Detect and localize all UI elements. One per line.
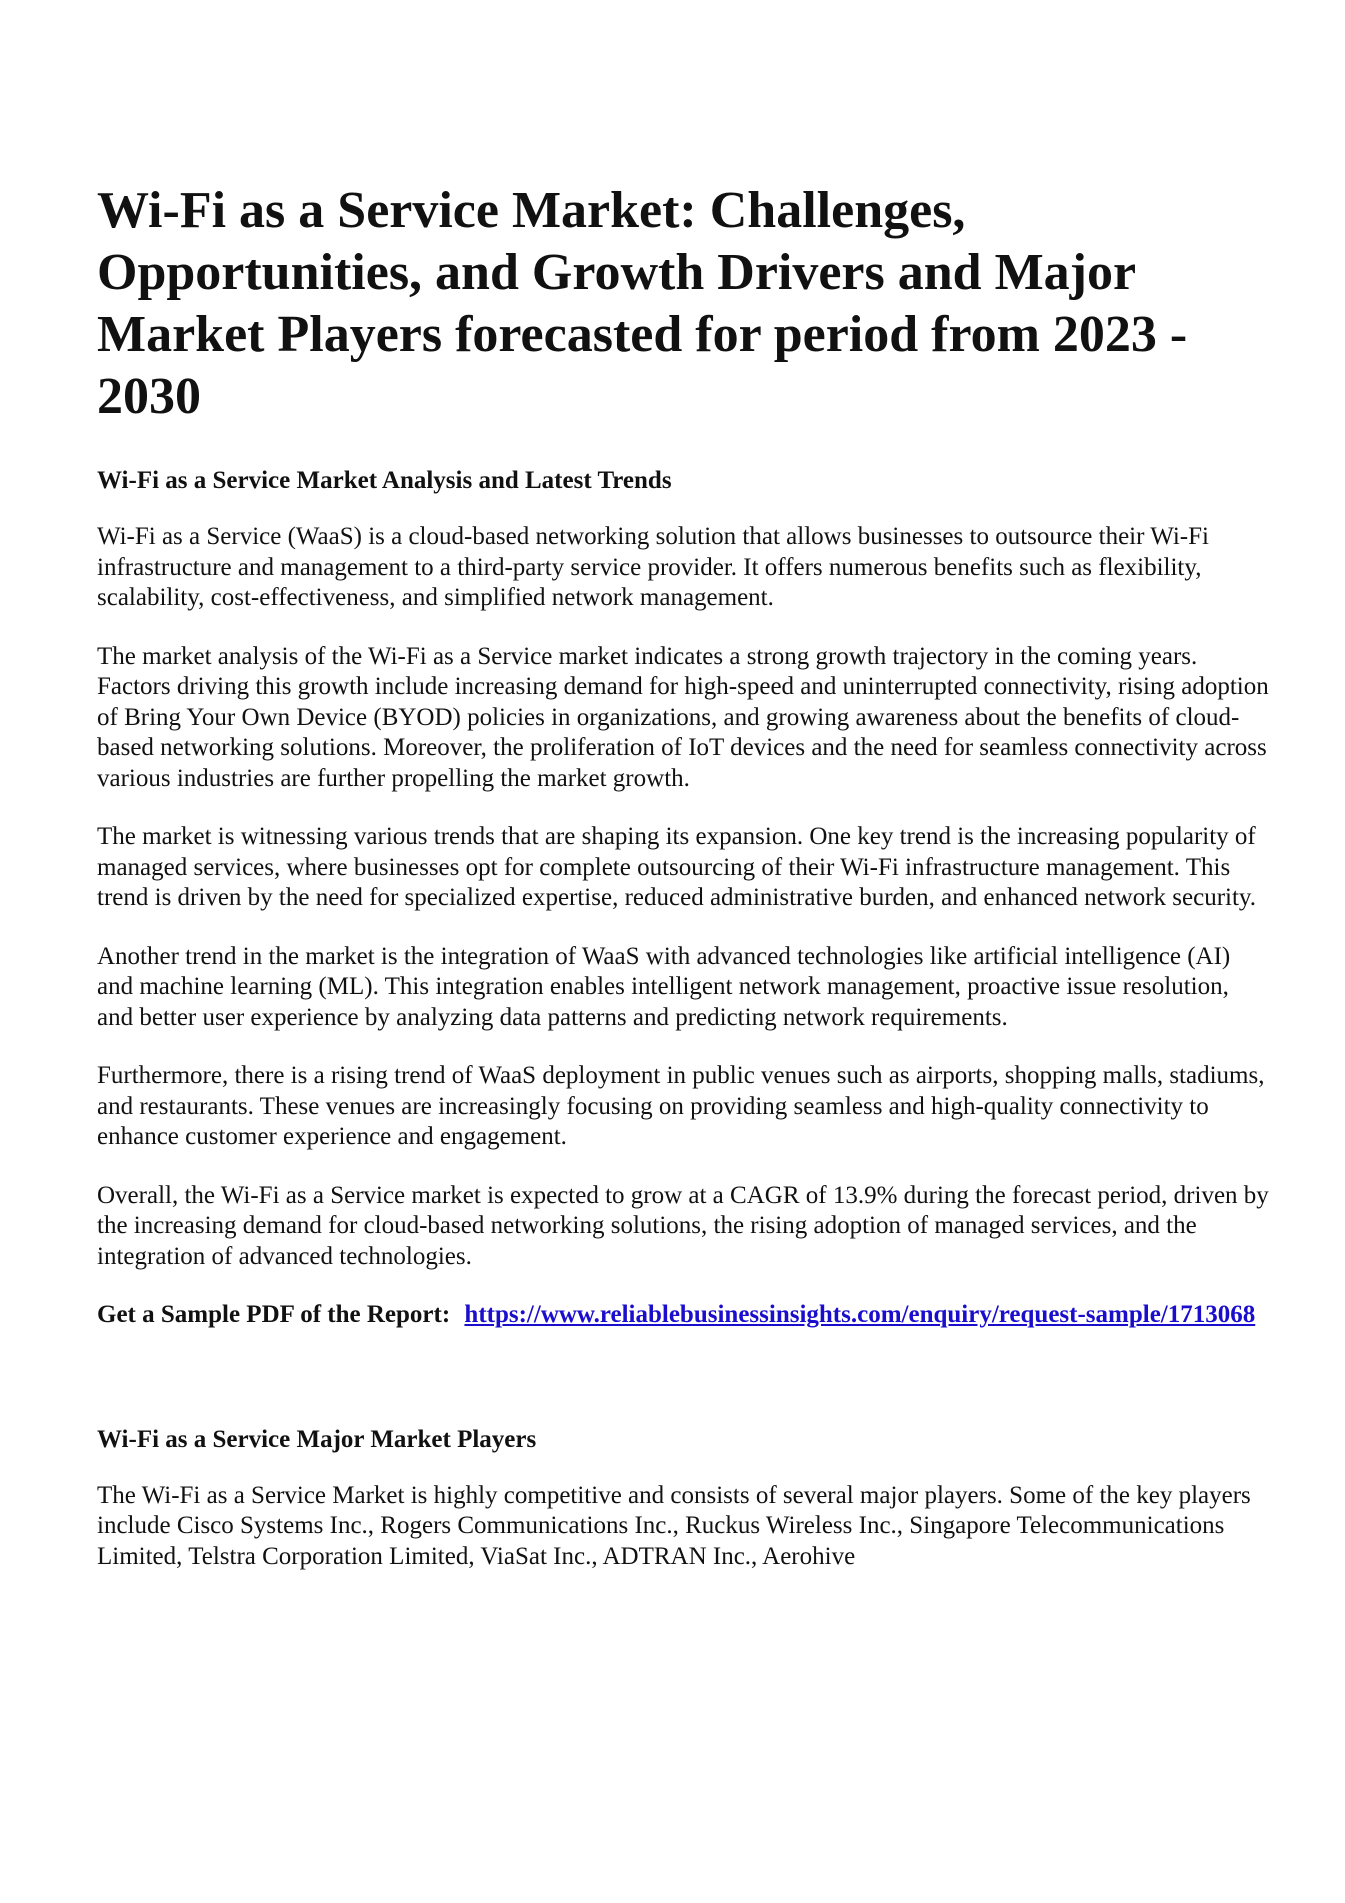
- sample-pdf-link[interactable]: https://www.reliablebusinessinsights.com/enquiry/request-sample/1713068: [464, 1301, 1256, 1328]
- section-heading-analysis: Wi-Fi as a Service Market Analysis and Latest Trends: [97, 467, 672, 494]
- sample-pdf-line: [97, 1300, 1269, 1331]
- section-spacer: [97, 1331, 1269, 1425]
- paragraph: Furthermore, there is a rising trend of WaaS deployment in public venues such as airports, shopping malls, stadiums, and restaurants. These venues are increasingly focusing on providing seamless and high-quality connectivity to enhance customer experience and engagement.: [97, 1062, 1265, 1150]
- section-heading-players: Wi-Fi as a Service Major Market Players: [97, 1425, 537, 1453]
- paragraph: The Wi-Fi as a Service Market is highly competitive and consists of several major players. Some of the key players include Cisco Systems Inc., Rogers Communications Inc., Ruckus Wireless Inc., Singapore Telecommunications Limited, Telstra Corporation Limited, ViaSat Inc., ADTRAN Inc., Aerohive: [97, 1481, 1251, 1570]
- paragraph: The market analysis of the Wi-Fi as a Service market indicates a strong growth trajectory in the coming years. Factors driving this growth include increasing demand for high-speed and uninterrupted connectivity, rising adoption of Bring Your Own Device (BYOD) policies in organizations, and growing awareness about the benefits of cloud-based networking solutions. Moreover, the proliferation of IoT devices and the need for seamless connectivity across various industries are further propelling the market growth.: [97, 642, 1269, 792]
- paragraph: The market is witnessing various trends that are shaping its expansion. One key trend is the increasing popularity of managed services, where businesses opt for complete outsourcing of their Wi-Fi infrastructure management. This trend is driven by the need for specialized expertise, reduced administrative burden, and enhanced network security.: [97, 823, 1257, 911]
- paragraph: Another trend in the market is the integration of WaaS with advanced technologies like artificial intelligence (AI) and machine learning (ML). This integration enables intelligent network management, proactive issue resolution, and better user experience by analyzing data patterns and predicting network requirements.: [97, 942, 1231, 1031]
- paragraph: Overall, the Wi-Fi as a Service market is expected to grow at a CAGR of 13.9% during the forecast period, driven by the increasing demand for cloud-based networking solutions, the rising adoption of managed services, and the integration of advanced technologies.: [97, 1181, 1269, 1270]
- document-page: [97, 180, 1269, 1600]
- document-title: Wi-Fi as a Service Market: Challenges, Opportunities, and Growth Drivers and Major Market Players forecasted for period from 2023 - 2030: [97, 182, 1188, 425]
- sample-pdf-label: Get a Sample PDF of the Report:: [97, 1301, 451, 1328]
- paragraph: Wi-Fi as a Service (WaaS) is a cloud-based networking solution that allows businesses to outsource their Wi-Fi infrastructure and management to a third-party service provider. It offers numerous benefits such as flexibility, scalability, cost-effectiveness, and simplified network management.: [97, 523, 1209, 611]
